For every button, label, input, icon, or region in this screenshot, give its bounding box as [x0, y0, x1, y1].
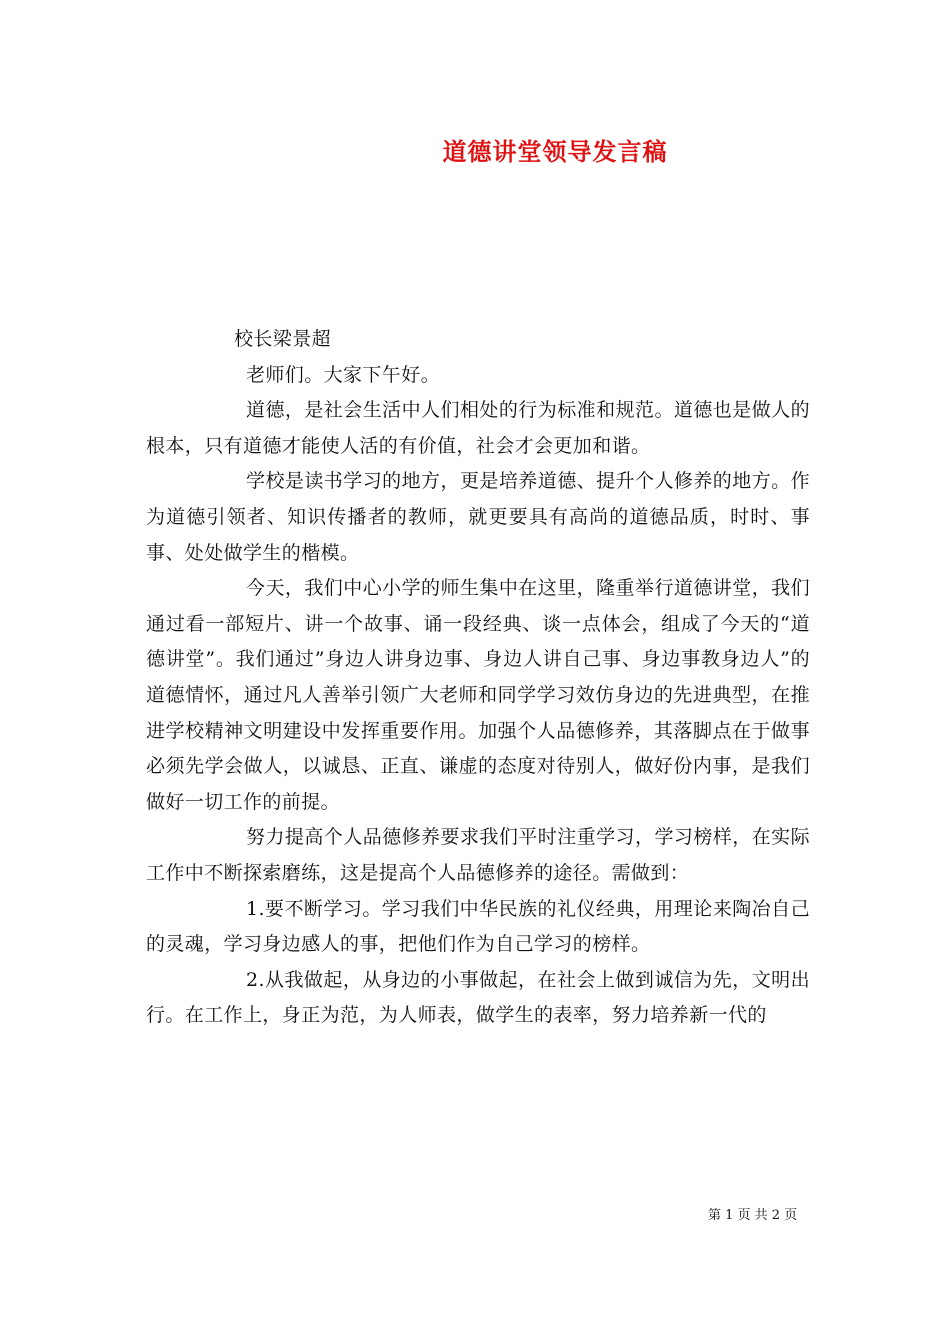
author-line: 校长梁景超 [234, 328, 332, 350]
document-body [146, 322, 810, 1034]
list-item: 1.要不断学习。学习我们中华民族的礼仪经典，用理论来陶冶自己的灵魂，学习身边感人的事，把他们作为自己学习的榜样。 [146, 897, 810, 956]
page-footer: 第 1 页 共 2 页 [708, 1208, 798, 1223]
paragraph: 今天，我们中心小学的师生集中在这里，隆重举行道德讲堂，我们通过看一部短片、讲一个故事、诵一段经典、谈一点体会，组成了今天的“道德讲堂”。我们通过”身边人讲身边事、身边人讲自己事、身边事教身边人”的道德情怀，通过凡人善举引领广大老师和同学学习效仿身边的先进典型，在推进学校精神文明建设中发挥重要作用。加强个人品德修养，其落脚点在于做事必须先学会做人，以诚恳、正直、谦虚的态度对待别人，做好份内事，是我们做好一切工作的前提。 [146, 577, 810, 813]
document-title: 道德讲堂领导发言稿 [442, 137, 668, 166]
paragraph-greeting: 老师们。大家下午好。 [246, 363, 441, 386]
list-item: 2.从我做起，从身边的小事做起，在社会上做到诚信为先，文明出行。在工作上，身正为范，为人师表，做学生的表率，努力培养新一代的 [146, 968, 810, 1027]
paragraph: 努力提高个人品德修养要求我们平时注重学习，学习榜样，在实际工作中不断探索磨练，这是提高个人品德修养的途径。需做到： [146, 826, 810, 884]
paragraph: 道德，是社会生活中人们相处的行为标准和规范。道德也是做人的根本，只有道德才能使人活的有价值，社会才会更加和谐。 [146, 399, 810, 457]
paragraph: 学校是读书学习的地方，更是培养道德、提升个人修养的地方。作为道德引领者、知识传播者的教师，就更要具有高尚的道德品质，时时、事事、处处做学生的楷模。 [146, 470, 810, 564]
